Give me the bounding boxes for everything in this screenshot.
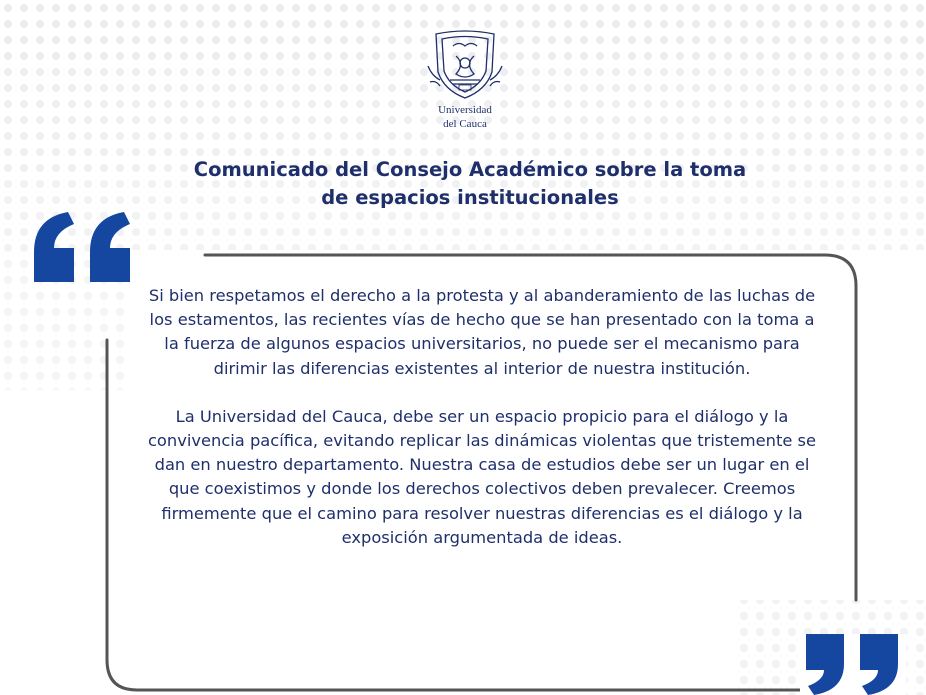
page-title [120,156,820,212]
quote-paragraph-1: Si bien respetamos el derecho a la protesta y al abanderamiento de las luchas de los estamentos, las recientes vías de hecho que se han presentado con la toma a la fuerza de algunos espacios universitarios, no puede ser el mecanismo para dirimir las diferencias existentes al interior de nuestra institución. [148,286,816,378]
university-name-line2: del Cauca [443,118,487,130]
close-quote-icon [800,634,906,695]
university-seal-icon [426,26,504,102]
quote-paragraph-2: La Universidad del Cauca, debe ser un espacio propicio para el diálogo y la convivencia pacífica, evitando replicar las dinámicas violentas que tristemente se dan en nuestro departamento. Nuestra casa de estudios debe ser un lugar en el que coexistimos y donde los derechos colectivos deben prevalecer. Creemos firmemente que el camino para resolver nuestras diferencias es el diálogo y la exposición argumentada de ideas. [147,406,817,547]
university-logo [420,26,510,144]
quote-body [140,284,824,550]
open-quote-icon [30,212,134,282]
title-line-1: Comunicado del Consejo Académico sobre la toma [193,158,747,181]
title-line-2: de espacios institucionales [321,186,619,209]
university-name-line1: Universidad [438,104,492,116]
